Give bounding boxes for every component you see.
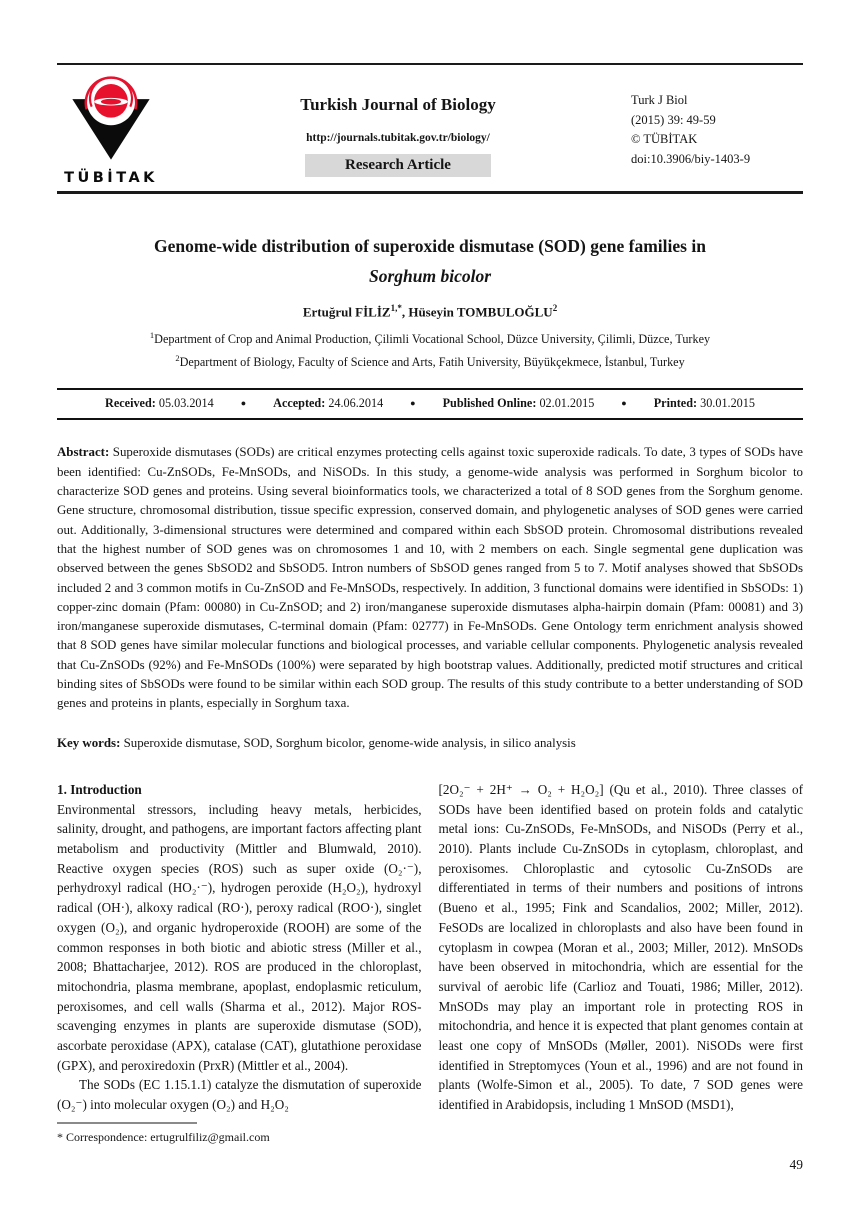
citation-block (631, 65, 803, 169)
paper-title-line2: Sorghum bicolor (368, 266, 492, 286)
citation-copyright: © TÜBİTAK (631, 132, 698, 146)
affiliation-2-text: Department of Biology, Faculty of Science and Arts, Fatih University, Büyükçekmece, İstanbul, Turkey (179, 355, 685, 370)
author-name-2: Hüseyin TOMBULOĞLU (408, 304, 553, 320)
affiliation-line (57, 326, 803, 349)
header-center (165, 65, 631, 177)
paper-title-line1: Genome-wide distribution of superoxide dismutase (SOD) gene families in (154, 236, 706, 256)
logo-wordmark: TÜBİTAK (64, 170, 158, 186)
paragraph: [2O₂⁻ + 2H⁺ → O₂ + H₂O₂] (Qu et al., 2010). Three classes of SODs have been identified based on protein folds and catalytic metal ions: Cu-ZnSODs, Fe-MnSODs, and NiSODs (Perry et al., 2010). Plants include Cu-ZnSODs in cytoplasm, chloroplast, and peroxisomes. Chloroplastic and cytosolic Cu-ZnSODs are differentiated in terms of their numbers and positions of introns (Bueno et al., 1995; Fink and Scandalios, 2002; Miller, 2012). FeSODs are localized in chloroplasts and also have been found in cytoplasm in cowpea (Moran et al., 2003; Miller, 2012). MnSODs have been observed in mitochondria, which are essential for the survival of aerobic life (Carlioz and Touati, 1986; Miller, 2012). MnSODs may play an important role in protecting ROS in mitochondria, and hence it is expected that plant genomes contain at least one copy of MnSODs (Møller, 2001). NiSODs were first identified in Streptomyces (Youn et al., 1996) and are not found in plants (Wolfe-Simon et al., 2005). To date, 7 SOD genes were identified in Arabidopsis, including 1 MnSOD (MSD1), (438, 781, 803, 1113)
paragraph: The SODs (EC 1.15.1.1) catalyze the dismutation of superoxide (O₂⁻) into molecular oxygen (O₂) and H₂O₂ (57, 1077, 422, 1113)
page-number: 49 (789, 1156, 803, 1172)
bullet-icon: ● (240, 398, 247, 409)
author-name-1: Ertuğrul FİLİZ (302, 304, 391, 320)
right-column (439, 780, 804, 1115)
published-online-date: Published Online: 02.01.2015 (442, 396, 595, 411)
body-columns (57, 780, 803, 1115)
accepted-date: Accepted: 24.06.2014 (273, 396, 384, 411)
bullet-icon: ● (621, 398, 627, 409)
journal-logo (57, 65, 165, 186)
bullet-icon: ● (410, 398, 416, 409)
affiliation-1-superscript: 1 (149, 330, 155, 341)
affiliation-line (57, 349, 803, 372)
keywords (57, 734, 803, 753)
article-type-badge: Research Article (305, 154, 491, 177)
dates-bar (57, 388, 803, 420)
affiliation-1-text: Department of Crop and Animal Production, Çilimli Vocational School, Düzce University, Çilimli, Düzce, Turkey (154, 332, 711, 347)
citation-doi: doi:10.3906/biy-1403-9 (631, 151, 751, 166)
journal-header (57, 65, 803, 191)
affiliation-2-superscript: 2 (175, 353, 180, 364)
author-2-superscript: 2 (552, 303, 558, 313)
paragraph: Environmental stressors, including heavy metals, herbicides, salinity, drought, and pathogens, are important factors affecting plant metabolism and productivity (Mittler and Blumwald, 2010). Reactive oxygen species (ROS) such as super oxide (O₂·⁻), perhydroxyl radical (HO₂·⁻), hydrogen peroxide (H₂O₂), hydroxyl radical (OH·), alkoxy radical (RO·), peroxy radical (ROO·), singlet oxygen (O₂), and organic hydroperoxide (ROOH) are some of the common responses in both biotic and abiotic stress (Miller et al., 2008; Bhattacharjee, 2012). ROS are produced in the chloroplast, mitochondria, plasma membrane, apoplast, endoplasmic reticulum, peroxisomes, and cell walls (Sharma et al., 2012). Major ROS-scavenging enzymes in plants are superoxide dismutase (SOD), ascorbate peroxidase (APX), catalase (CAT), glutathione peroxidase (GPX), and peroxiredoxin (PrxR) (Mittler et al., 2004). (57, 801, 422, 1073)
received-date: Received: 05.03.2014 (105, 396, 214, 411)
header-bottom-rule (57, 191, 803, 194)
author-separator: , (401, 304, 409, 320)
correspondence-note: * Correspondence: ertugrulfiliz@gmail.com (57, 1129, 270, 1144)
affiliations (57, 326, 803, 372)
keywords-label: Key words: (57, 735, 121, 750)
keywords-text: Superoxide dismutase, SOD, Sorghum bicolor, genome-wide analysis, in silico analysis (123, 735, 576, 750)
tubitak-logo-icon (57, 74, 165, 168)
author-1-superscript: 1,* (390, 303, 402, 313)
citation-volume-pages: (2015) 39: 49-59 (631, 112, 716, 127)
left-column (57, 780, 422, 1115)
section-heading: 1. Introduction (57, 781, 142, 797)
printed-date: Printed: 30.01.2015 (653, 396, 755, 411)
footnote-rule (57, 1122, 197, 1124)
journal-name: Turkish Journal of Biology (300, 95, 496, 114)
paper-title (57, 231, 803, 291)
citation-journal-abbrev: Turk J Biol (631, 93, 688, 107)
abstract-text: Superoxide dismutases (SODs) are critical enzymes protecting cells against toxic superoxide radicals. To date, 3 types of SODs have been identified: Cu-ZnSODs, Fe-MnSODs, and NiSODs. In this study, a genome-wide analysis was performed in Sorghum bicolor to characterize SOD genes and proteins. Using several bioinformatics tools, we characterized a total of 8 SOD genes from the Sorghum genome. Gene structure, chromosomal distribution, tissue specific expression, conserved domain, and phylogenetic analyses of SOD genes were carried out. Additionally, 3-dimensional structures were determined and compared within each SbSOD protein. Chromosomal distributions revealed that the highest number of SOD genes was on chromosomes 1 and 10, with 2 members on each. Single segmental gene duplication was observed between the genes SbSOD2 and SbSOD5. Intron numbers of SbSOD genes ranged from 5 to 7. Motif analyses showed that SbSODs included 2 and 3 common motifs in Cu-ZnSOD and Fe-MnSODs, respectively. In addition, 3 functional domains were identified in SbSODs: 1) copper-zinc domain (Pfam: 00080) in Cu-ZnSOD; and 2) iron/manganese superoxide dismutases alpha-hairpin domain (Pfam: 00081) and 3) iron/manganese superoxide dismutases, C-terminal domain (Pfam: 02777) in Fe-MnSODs. Gene Ontology term enrichment analysis showed that 8 SOD genes have similar molecular functions and biological processes, and variable cellular components. Phylogenetic analysis revealed that Cu-ZnSODs (92%) and Fe-MnSODs (100%) were separated by high bootstrap values. Additionally, predicted motif structures and critical binding sites of SbSODs were found to be similar within each SOD group. The results of this study contribute to a better understanding of SOD genes and proteins in plants, especially in Sorghum taxa. (57, 445, 803, 711)
correspondence-footnote (57, 1122, 803, 1145)
authors-line (57, 303, 803, 320)
journal-url: http://journals.tubitak.gov.tr/biology/ (306, 132, 490, 144)
abstract-label: Abstract: (57, 445, 110, 460)
abstract (57, 443, 803, 713)
